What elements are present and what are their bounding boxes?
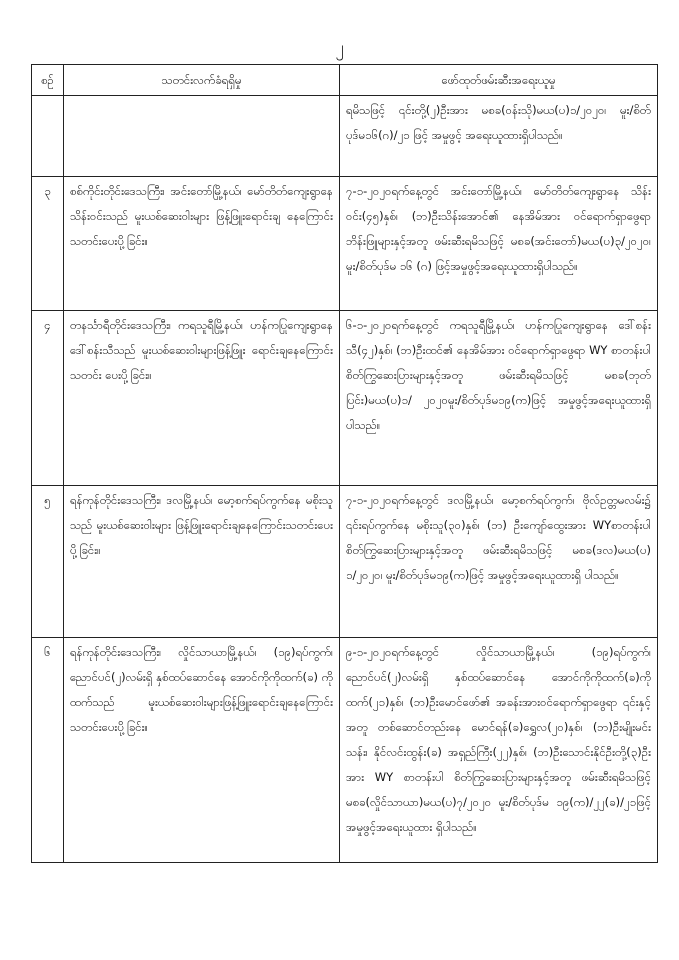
table-row [32, 638, 658, 863]
action-cell: ရမိသဖြင့် ၎င်းတို့(၂)ဦးအား မစခ(ဝန်းသို)မယ(ပ)၁/၂၀၂၀၊ မူး/စိတ်ပုဒ်မ၁၆(ဂ)/၂၁ ဖြင့် အမှုဖွင့် အရေးယူထားရှိပါသည်။ [340, 96, 658, 177]
row-number-cell: ၄ [32, 311, 64, 486]
action-cell: ၇-၁-၂၀၂၀ရက်နေ့တွင် ဒလမြို့နယ်၊ မော့စက်ရပ်ကွက်၊ ဗိုလ်ဥတ္တမလမ်း၌ ၎င်းရပ်ကွက်နေ မစိုးသူ(၃၀)နှစ်၊ (ဘ) ဦးကျော်ထွေးအား WYစာတန်းပါ စိတ်ကြွဆေးပြားများနှင့်အတူ ဖမ်းဆီးရမိသဖြင့် မစခ(ဒလ)မယ(ပ) ၁/၂၀၂၀၊ မူး/စိတ်ပုဒ်မ၁၉(က)ဖြင့် အမှုဖွင့်အရေးယူထားရှိ ပါသည်။ [340, 486, 658, 638]
information-cell: စစ်ကိုင်းတိုင်းဒေသကြီး၊ အင်းတော်မြို့နယ်၊ မော်တိတ်ကျေးရွာနေ သိန်းဝင်းသည် မူးယစ်ဆေးဝါးများ ဖြန့်ဖြူးရောင်းချ နေကြောင်း သတင်းပေးပို့ခြင်း။ [64, 177, 340, 311]
action-cell: ၆-၁-၂၀၂၀ရက်နေ့တွင် ကရသူရီမြို့နယ်၊ ဟန်ကပြုကျေးရွာနေ ဒေါ်စန်းသီ(၄၂)နှစ်၊ (ဘ)ဦးထင်၏ နေအိမ်အား ဝင်ရောက်ရှာဖွေရာ WY စာတန်းပါ စိတ်ကြွဆေးပြားများနှင့်အတူ ဖမ်းဆီးရမိသဖြင့် မစခ(ဘုတ်ပြင်း)မယ(ပ)၁/ ၂၀၂၀မူး/စိတ်ပုဒ်မ၁၉(က)ဖြင့် အမှုဖွင့်အရေးယူထားရှိပါသည်။ [340, 311, 658, 486]
column-header-info: သတင်းလက်ခံရရှိမှု [64, 65, 340, 96]
table-row [32, 177, 658, 311]
row-number-cell [32, 96, 64, 177]
row-number-cell: ၆ [32, 638, 64, 863]
column-header-no: စဉ် [32, 65, 64, 96]
page-number: ၂ [335, 38, 344, 58]
table-row [32, 486, 658, 638]
row-number-cell: ၃ [32, 177, 64, 311]
information-cell: တနင်္သာရီတိုင်းဒေသကြီး၊ ကရသူရီမြို့နယ်၊ ဟန်ကပြုကျေးရွာနေ ဒေါ်စန်းသီသည် မူးယစ်ဆေးဝါးများဖြန့်ဖြူး ရောင်းချနေကြောင်း သတင်း ပေးပို့ခြင်း။ [64, 311, 340, 486]
information-cell: ရန်ကုန်တိုင်းဒေသကြီး၊ ဒလမြို့နယ်၊ မော့စက်ရပ်ကွက်နေ မစိုးသူသည် မူးယစ်ဆေးဝါးများ ဖြန့်ဖြူးရောင်းချနေကြောင်းသတင်းပေးပို့ခြင်း။ [64, 486, 340, 638]
column-header-action: ဖော်ထုတ်ဖမ်းဆီးအရေးယူမှု [340, 65, 658, 96]
information-cell: ရန်ကုန်တိုင်းဒေသကြီး၊ လှိုင်သာယာမြို့နယ်၊ (၁၉)ရပ်ကွက်၊ ညောင်ပင်(၂)လမ်းရှိ နှစ်ထပ်ဆောင်နေ အောင်ကိုကိုထက်(ခ) ကိုထက်သည် မူးယစ်ဆေးဝါးများဖြန့်ဖြူးရောင်းချနေကြောင်းသတင်းပေးပို့ခြင်း။ [64, 638, 340, 863]
information-cell [64, 96, 340, 177]
table-header-row [32, 65, 658, 96]
action-cell: ၉-၁-၂၀၂၀ရက်နေ့တွင် လှိုင်သာယာမြို့နယ်၊ (၁၉)ရပ်ကွက်၊ ညောင်ပင်(၂)လမ်းရှိ နှစ်ထပ်ဆောင်နေ အောင်ကိုကိုထက်(ခ)ကိုထက်(၂၁)နှစ်၊ (ဘ)ဦးမောင်ဖော်၏ အခန်းအားဝင်ရောက်ရှာဖွေရာ ၎င်းနှင့်အတူ တစ်ဆောင်တည်းနေ မောင်ရန်(ခ)ရွှေလ(၂၀)နှစ်၊ (ဘ)ဦးမျိုးမင်းသန်း၊ နိုင်လင်းထွန်း(ခ) အရှည်ကြီး(၂၂)နှစ်၊ (ဘ)ဦးသောင်းနိုင်ဦးတို့(၃)ဦးအား WY စာတန်းပါ စိတ်ကြွဆေးပြားများနှင့်အတူ ဖမ်းဆီးရမိသဖြင့် မစခ(လှိုင်သာယာ)မယ(ပ)၇/၂၀၂၀ မူး/စိတ်ပုဒ်မ ၁၉(က)/၂၂(ခ)/၂၁ဖြင့် အမှုဖွင့်အရေးယူထား ရှိပါသည်။ [340, 638, 658, 863]
table-row [32, 311, 658, 486]
records-table [31, 64, 658, 863]
action-cell: ၇-၁-၂၀၂၀ရက်နေ့တွင် အင်းတော်မြို့နယ်၊ မော်တိတ်ကျေးရွာနေ သိန်းဝင်း(၄၅)နှစ်၊ (ဘ)ဦးသိန်းအောင်၏ နေအိမ်အား ဝင်ရောက်ရှာဖွေရာ ဘိန်းဖြူများနှင့်အတူ ဖမ်းဆီးရမိသဖြင့် မစခ(အင်းတော်)မယ(ပ)၃/၂၀၂၀၊ မူး/စိတ်ပုဒ်မ ၁၆ (ဂ) ဖြင့်အမှုဖွင့်အရေးယူထားရှိပါသည်။ [340, 177, 658, 311]
row-number-cell: ၅ [32, 486, 64, 638]
table-row [32, 96, 658, 177]
